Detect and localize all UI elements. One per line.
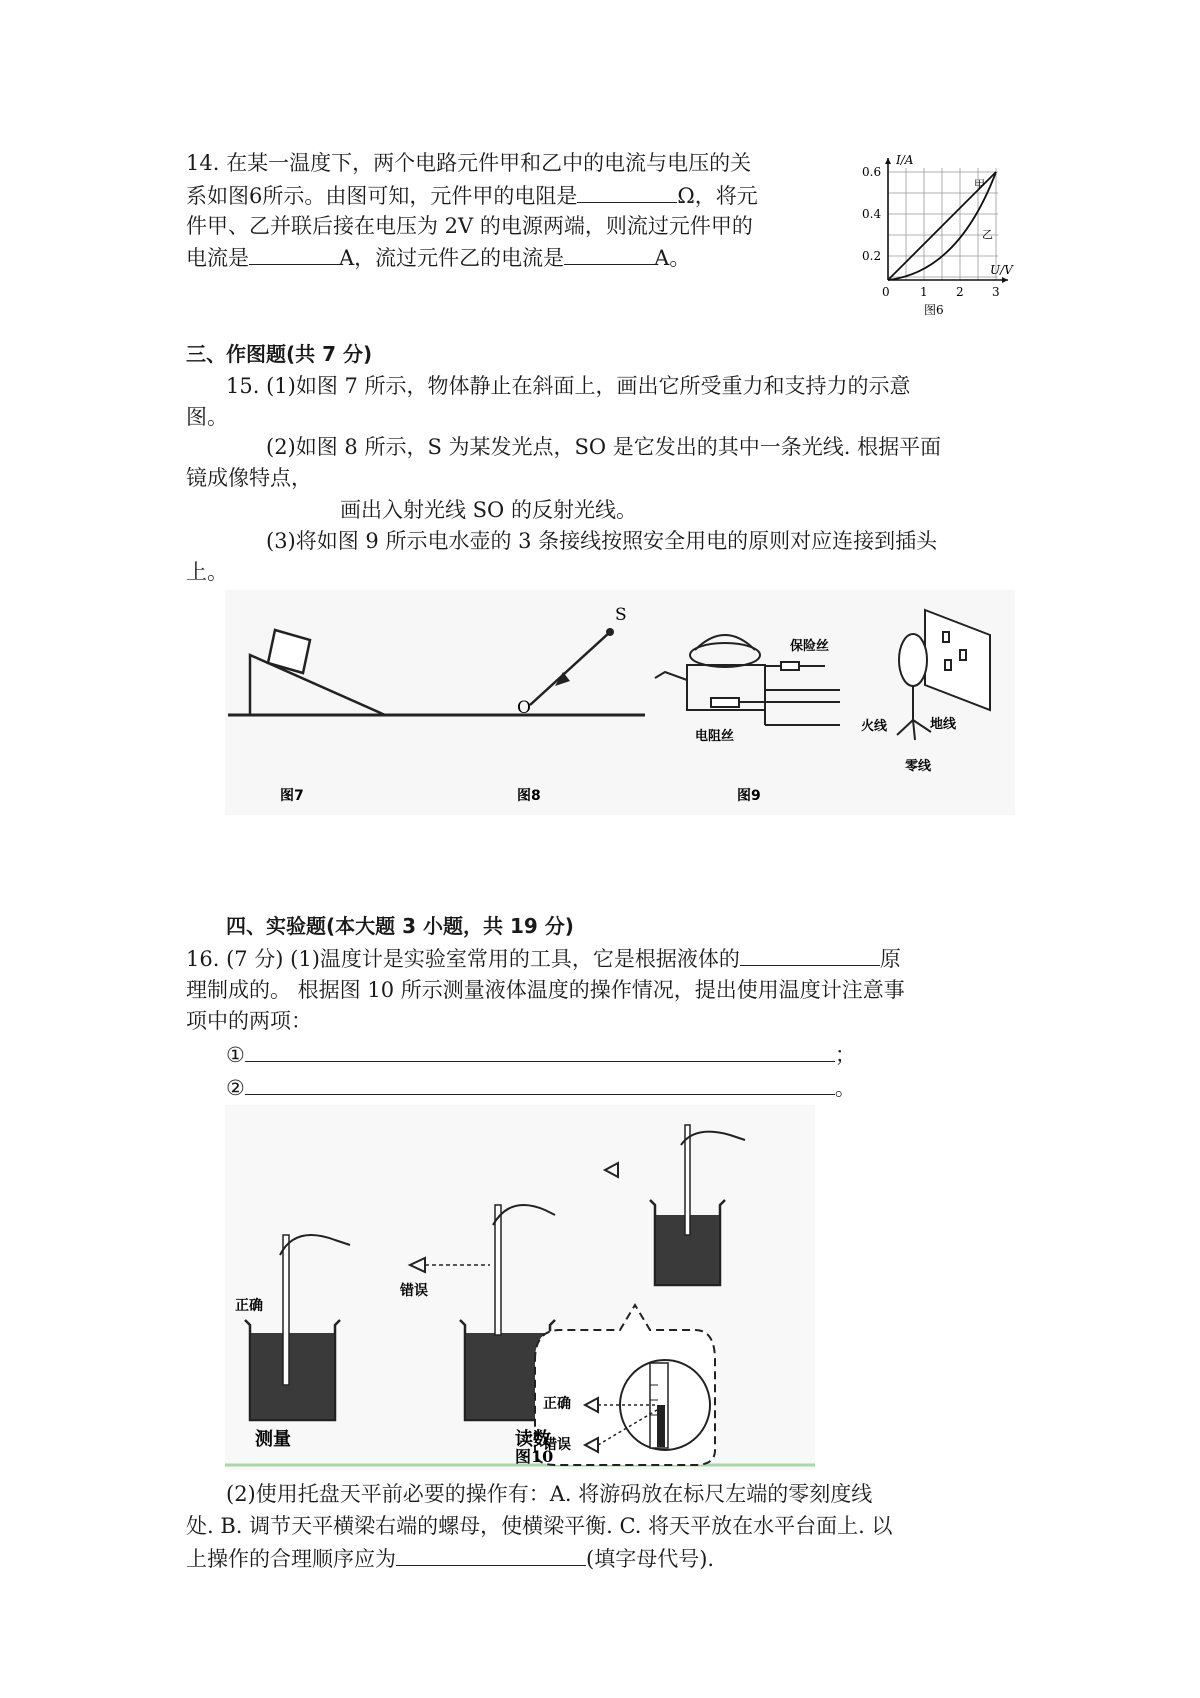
read-label: 读数 <box>515 1429 551 1450</box>
correct-label-measure: 正确 <box>235 1298 263 1314</box>
q14-line-1 <box>186 148 751 178</box>
q14-line-2 <box>186 180 758 211</box>
label-s: S <box>615 605 627 625</box>
q14-resistance-blank[interactable] <box>577 180 677 203</box>
q16-principle-blank[interactable] <box>740 943 880 966</box>
q15-2-text-c: 画出入射光线 SO 的反射光线。 <box>340 498 637 522</box>
curve-yi-label: 乙 <box>982 228 993 241</box>
wrong-label-read: 错误 <box>400 1283 428 1299</box>
figure-6-caption: 图6 <box>924 303 944 317</box>
q14-text-4a: 电流是 <box>186 246 249 270</box>
q14-text-1: 14. 在某一温度下，两个电路元件甲和乙中的电流与电压的关 <box>186 151 752 175</box>
item-1-end: ； <box>834 1043 856 1067</box>
q14-text-2a: 系如图6所示。由图可知，元件甲的电阻是 <box>186 184 578 208</box>
q16-line-1 <box>186 943 901 974</box>
q16-line-3 <box>186 1006 312 1036</box>
fuse-label: 保险丝 <box>790 639 830 654</box>
plug-head <box>899 634 927 686</box>
q15-1-line-1 <box>226 371 911 401</box>
section-4-heading-text: 四、实验题(本大题 3 小题，共 19 分) <box>226 914 574 938</box>
x-tick-1: 1 <box>920 285 928 299</box>
q16-text-d: 项中的两项： <box>186 1009 312 1033</box>
y-axis-label: I/A <box>896 153 914 167</box>
y-tick-06: 0.6 <box>862 165 882 179</box>
figure-7-caption: 图7 <box>280 788 304 804</box>
thermometer-read <box>495 1205 501 1335</box>
x-tick-3: 3 <box>992 285 1000 299</box>
figure-8-caption: 图8 <box>517 788 541 804</box>
q15-2-line-2 <box>186 463 312 493</box>
item-2-mark: ② <box>226 1076 245 1100</box>
q15-1-text-a: 15. (1)如图 7 所示，物体静止在斜面上，画出它所受重力和支持力的示意 <box>226 374 911 398</box>
neutral-wire-label: 零线 <box>905 759 932 774</box>
x-axis-label: U/V <box>990 263 1013 277</box>
measure-label: 测量 <box>255 1429 291 1450</box>
q15-2-line-3 <box>340 495 637 525</box>
x-tick-0: 0 <box>882 285 890 299</box>
q14-line-3 <box>186 211 753 241</box>
q16-text-b: 原 <box>879 947 901 971</box>
item-2-end: 。 <box>834 1076 856 1100</box>
q16-text-c: 理制成的。 根据图 10 所示测量液体温度的操作情况，提出使用温度计注意事 <box>186 978 905 1002</box>
item-2-blank[interactable] <box>245 1072 835 1095</box>
y-tick-02: 0.2 <box>862 249 882 263</box>
q14-current-a-blank[interactable] <box>249 242 339 265</box>
q14-current-b-blank[interactable] <box>564 242 654 265</box>
section-3-heading-text: 三、作图题(共 7 分) <box>186 342 373 366</box>
figures-7-8-9-svg <box>225 590 1015 815</box>
q15-3-text-b: 上。 <box>186 560 228 584</box>
x-tick-2: 2 <box>956 285 964 299</box>
figure-9-caption: 图9 <box>737 788 761 804</box>
q16-item-2 <box>226 1072 856 1103</box>
figure-10-svg <box>225 1105 815 1470</box>
q14-line-4 <box>186 242 690 273</box>
figure-10-caption: 图10 <box>515 1447 554 1466</box>
q16-2-line-1 <box>226 1479 872 1509</box>
fuse-element <box>781 662 799 670</box>
q15-1-line-2 <box>186 402 228 432</box>
resistor-label: 电阻丝 <box>695 729 735 744</box>
q16-2-line-2 <box>186 1511 893 1541</box>
q15-3-line-1 <box>266 526 937 556</box>
light-source-point <box>606 628 614 636</box>
q16-line-2 <box>186 975 905 1005</box>
q15-2-text-a: (2)如图 8 所示，S 为某发光点，SO 是它发出的其中一条光线. 根据平面 <box>266 435 942 459</box>
item-1-blank[interactable] <box>245 1039 835 1062</box>
q16-2-line-3 <box>186 1543 714 1574</box>
wrong-label-callout: 错误 <box>543 1437 571 1453</box>
section-4-heading <box>226 911 574 941</box>
q14-text-4c: A。 <box>654 246 691 270</box>
q16-2-text-b: 处. B. 调节天平横梁右端的螺母，使横梁平衡. C. 将天平放在水平台面上. 以 <box>186 1514 893 1538</box>
q15-1-text-b: 图。 <box>186 405 228 429</box>
y-tick-04: 0.4 <box>862 207 882 221</box>
earth-wire-label: 地线 <box>930 717 957 732</box>
q16-text-a: 16. (7 分) (1)温度计是实验室常用的工具，它是根据液体的 <box>186 947 740 971</box>
resistor-element <box>711 698 739 707</box>
thermometer-measure <box>283 1235 289 1385</box>
live-wire-label: 火线 <box>861 719 888 734</box>
label-o: O <box>517 698 531 718</box>
q16-2-text-a: (2)使用托盘天平前必要的操作有：A. 将游码放在标尺左端的零刻度线 <box>226 1482 873 1506</box>
order-answer-blank[interactable] <box>396 1543 586 1566</box>
curve-jia-label: 甲 <box>974 178 985 191</box>
q15-3-line-2 <box>186 557 228 587</box>
item-1-mark: ① <box>226 1043 245 1067</box>
section-3-heading <box>186 339 372 369</box>
figures-7-8-9 <box>225 590 1015 815</box>
figure-10 <box>225 1105 815 1470</box>
q14-text-3: 件甲、乙并联后接在电压为 2V 的电源两端，则流过元件甲的 <box>186 214 753 238</box>
q14-text-2b: Ω，将元 <box>677 184 758 208</box>
q15-2-text-b: 镜成像特点， <box>186 466 312 490</box>
figure-6-graph <box>858 150 1018 320</box>
figure-6-svg <box>858 150 1018 320</box>
q14-text-4b: A，流过元件乙的电流是 <box>339 246 565 270</box>
q15-2-line-1 <box>266 432 941 462</box>
q15-3-text-a: (3)将如图 9 所示电水壶的 3 条接线按照安全用电的原则对应连接到插头 <box>266 529 938 553</box>
q16-item-1 <box>226 1039 856 1070</box>
correct-label-callout: 正确 <box>543 1396 571 1412</box>
q16-2-text-c-a: 上操作的合理顺序应为 <box>186 1547 396 1571</box>
q16-2-text-c-b: (填字母代号). <box>586 1547 715 1571</box>
